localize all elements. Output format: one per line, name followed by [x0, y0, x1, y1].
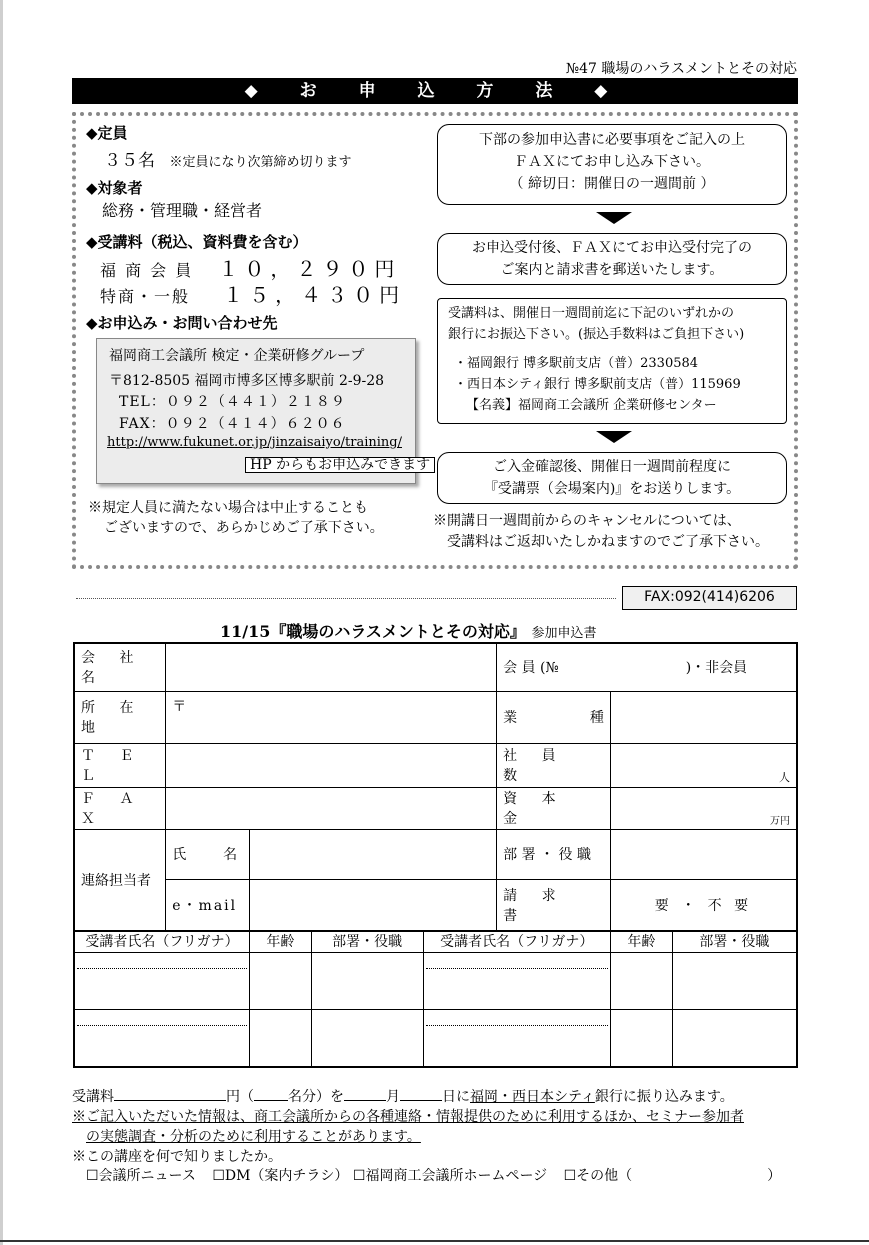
- page-edge-shadow: [0, 0, 3, 1245]
- down-arrow-icon: [596, 431, 632, 443]
- fee-heading: ◆受講料（税込、資料費を含む）: [86, 233, 308, 251]
- attendee-age-header: 年齢: [249, 931, 311, 953]
- seminar-number: №47 職場のハラスメントとその対応: [565, 61, 797, 77]
- step3-bank2: ・西日本シティ銀行 博多駅前支店（普）115969: [454, 377, 741, 392]
- hp-apply-note: HP からもお申込みできます: [245, 457, 435, 473]
- fee-general-value: １５，４３０円: [223, 283, 406, 307]
- attendee-dept-field[interactable]: [311, 1010, 423, 1067]
- name-label: [166, 829, 250, 879]
- company-field[interactable]: [166, 643, 497, 691]
- step4-line2: 『受講票（会場案内)』をお送りします。: [483, 481, 741, 497]
- privacy-note-line1: ※ご記入いただいた情報は、商工会議所からの各種連絡・情報提供のために利用するほか、セミナー参加者: [72, 1109, 744, 1125]
- step1-box: [437, 124, 787, 205]
- attendee-dept-field[interactable]: [672, 1010, 797, 1067]
- tel-field[interactable]: [166, 743, 497, 787]
- attendee-dept-field[interactable]: [311, 953, 423, 1010]
- attendee-name-field[interactable]: [423, 953, 610, 1010]
- furigana-line: [426, 1010, 608, 1026]
- page-bottom-rule: [0, 1240, 869, 1242]
- target-heading: ◆対象者: [86, 179, 143, 197]
- step1-line2: ＦＡＸにてお申し込み下さい。: [514, 154, 710, 170]
- step3-account-name: 【名義】福岡商工会議所 企業研修センター: [466, 398, 717, 413]
- furigana-line: [426, 953, 608, 969]
- capacity-row: [104, 146, 351, 171]
- employees-field[interactable]: [610, 743, 797, 787]
- address-field[interactable]: [166, 691, 497, 743]
- step3-bank1: ・福岡銀行 博多駅前支店（普）2330584: [454, 356, 699, 371]
- member-field[interactable]: [497, 643, 797, 691]
- attendee-table: [73, 930, 798, 1068]
- fax-field[interactable]: [166, 787, 497, 829]
- contact-url-link[interactable]: http://www.fukunet.or.jp/jinzaisaiyo/training/: [107, 435, 402, 450]
- fee-member-row: [100, 253, 400, 282]
- payment-day: 日に: [442, 1089, 470, 1105]
- fee-amount-blank[interactable]: [114, 1087, 226, 1101]
- step2-box: [437, 233, 787, 285]
- application-form-table: [73, 642, 798, 932]
- option-hp-checkbox[interactable]: ☐福岡商工会議所ホームページ: [352, 1168, 548, 1184]
- payment-tail: 銀行に振り込みます。: [594, 1089, 734, 1105]
- month-blank[interactable]: [344, 1087, 386, 1101]
- cancel-note-line2: 受講料はご返却いたしかねますのでご了承下さい。: [447, 534, 769, 550]
- form-title: [220, 619, 597, 642]
- attendee-name-field[interactable]: [423, 1010, 610, 1067]
- member-label: 会 員 (№: [503, 660, 559, 677]
- fax-label: Ｆ Ａ Ｘ: [74, 787, 166, 829]
- attendee-name-header: 受講者氏名（フリガナ）: [423, 931, 610, 953]
- contact-org: 福岡商工会議所 検定・企業研修グループ: [109, 348, 365, 364]
- postal-mark: 〒: [172, 698, 187, 715]
- option-news-checkbox[interactable]: ☐会議所ニュース: [86, 1168, 196, 1184]
- dept-label: 部 署 ・ 役 職: [497, 829, 611, 879]
- privacy-note-line2: の実態調査・分析のために利用することがあります。: [86, 1129, 421, 1145]
- attendee-age-field[interactable]: [610, 953, 672, 1010]
- industry-label: [497, 691, 611, 743]
- step4-line1: ご入金確認後、開催日一週間前程度に: [493, 459, 731, 475]
- employees-unit: 人: [779, 770, 790, 784]
- contact-box: [96, 338, 431, 484]
- furigana-line: [77, 953, 247, 969]
- step3-line2: 銀行にお振込下さい。(振込手数料はご負担下さい): [448, 327, 745, 342]
- fee-general-row: [100, 279, 405, 308]
- payment-people: 名分）を: [288, 1089, 344, 1105]
- payment-yen: 円（: [226, 1089, 254, 1105]
- capacity-value: ３５名: [104, 151, 155, 171]
- contact-heading: ◆お申込み・お問い合わせ先: [86, 314, 278, 332]
- step2-line1: お申込受付後、ＦＡＸにてお申込受付完了の: [472, 240, 752, 256]
- step3-box: [437, 298, 787, 424]
- email-field[interactable]: [250, 879, 497, 931]
- email-label: e・mail: [166, 879, 250, 931]
- minimum-note-line1: ※規定人員に満たない場合は中止することも: [88, 500, 368, 516]
- attendee-age-header: 年齢: [610, 931, 672, 953]
- down-arrow-icon: [596, 212, 632, 224]
- address-label: 所 在 地: [74, 691, 166, 743]
- contact-address: 〒812-8505 福岡市博多区博多駅前 2-9-28: [109, 373, 385, 389]
- contact-fax: FAX：０９２（４１４）６２０６: [119, 416, 346, 432]
- attendee-dept-header: 部署・役職: [311, 931, 423, 953]
- day-blank[interactable]: [400, 1087, 442, 1101]
- capital-unit: 万円: [770, 815, 790, 827]
- fee-member-value: １０，２９０円: [218, 257, 401, 281]
- name-label-a: 氏: [172, 847, 187, 863]
- attendee-dept-header: 部署・役職: [672, 931, 797, 953]
- employees-label: 社 員 数: [497, 743, 611, 787]
- form-title-suffix: 参加申込書: [531, 626, 597, 641]
- name-field[interactable]: [250, 829, 497, 879]
- name-label-b: 名: [223, 847, 238, 863]
- cancel-note-line1: ※開講日一週間前からのキャンセルについては、: [433, 513, 741, 529]
- section-title-bar: ◆ お 申 込 方 法 ◆: [72, 78, 798, 104]
- tel-label: Ｔ Ｅ Ｌ: [74, 743, 166, 787]
- fax-number-box: FAX:092(414)6206: [622, 586, 797, 610]
- furigana-line: [77, 1010, 247, 1026]
- target-value: 総務・管理職・経営者: [102, 201, 263, 220]
- attendee-age-field[interactable]: [610, 1010, 672, 1067]
- step3-line1: 受講料は、開催日一週間前迄に下記のいずれかの: [448, 306, 735, 321]
- form-title-main: 11/15『職場のハラスメントとその対応』: [220, 622, 526, 641]
- contact-tel: TEL：０９２（４４１）２１８９: [119, 394, 346, 410]
- step1-line1: 下部の参加申込書に必要事項をご記入の上: [479, 132, 745, 148]
- capital-label: 資 本 金: [497, 787, 611, 829]
- contact-person-label: 連絡担当者: [74, 829, 166, 931]
- industry-field[interactable]: [610, 691, 797, 743]
- attendee-name-field[interactable]: [74, 1010, 249, 1067]
- payment-month: 月: [386, 1089, 400, 1105]
- member-suffix: )・非会員: [685, 660, 748, 677]
- dept-field[interactable]: [610, 829, 797, 879]
- attendee-age-field[interactable]: [249, 953, 311, 1010]
- minimum-note-line2: ございますので、あらかじめご了承下さい。: [104, 520, 384, 536]
- option-dm-checkbox[interactable]: ☐DM（案内チラシ）: [212, 1168, 349, 1184]
- how-known-options: [86, 1166, 781, 1186]
- attendee-name-field[interactable]: [74, 953, 249, 1010]
- how-known-question: ※この講座を何で知りましたか。: [72, 1149, 282, 1165]
- payment-label: 受講料: [72, 1089, 114, 1105]
- industry-label-a: 業: [503, 710, 518, 726]
- cut-line: [76, 598, 616, 599]
- invoice-label: 請 求 書: [497, 879, 611, 931]
- attendee-age-field[interactable]: [249, 1010, 311, 1067]
- capital-field[interactable]: [610, 787, 797, 829]
- payment-line: [72, 1087, 734, 1107]
- invoice-field[interactable]: 要 ・ 不 要: [610, 879, 797, 931]
- attendee-name-header: 受講者氏名（フリガナ）: [74, 931, 249, 953]
- industry-label-b: 種: [589, 710, 604, 726]
- step1-line3: （ 締切日：開催日の一週間前 ）: [509, 176, 715, 192]
- step2-line2: ご案内と請求書を郵送いたします。: [500, 262, 724, 278]
- capacity-note: ※定員になり次第締め切ります: [169, 155, 352, 170]
- option-other-close: ）: [767, 1168, 782, 1184]
- attendee-dept-field[interactable]: [672, 953, 797, 1010]
- option-other-checkbox[interactable]: ☐その他（: [563, 1168, 633, 1184]
- fee-general-label: 特商・一般: [100, 287, 191, 306]
- people-count-blank[interactable]: [254, 1087, 288, 1101]
- capacity-heading: ◆定員: [86, 124, 128, 142]
- company-label: 会 社 名: [74, 643, 166, 691]
- step4-box: [437, 452, 787, 504]
- fee-member-label: 福 商 会 員: [100, 261, 194, 280]
- bank-names: 福岡・西日本シティ: [470, 1089, 595, 1105]
